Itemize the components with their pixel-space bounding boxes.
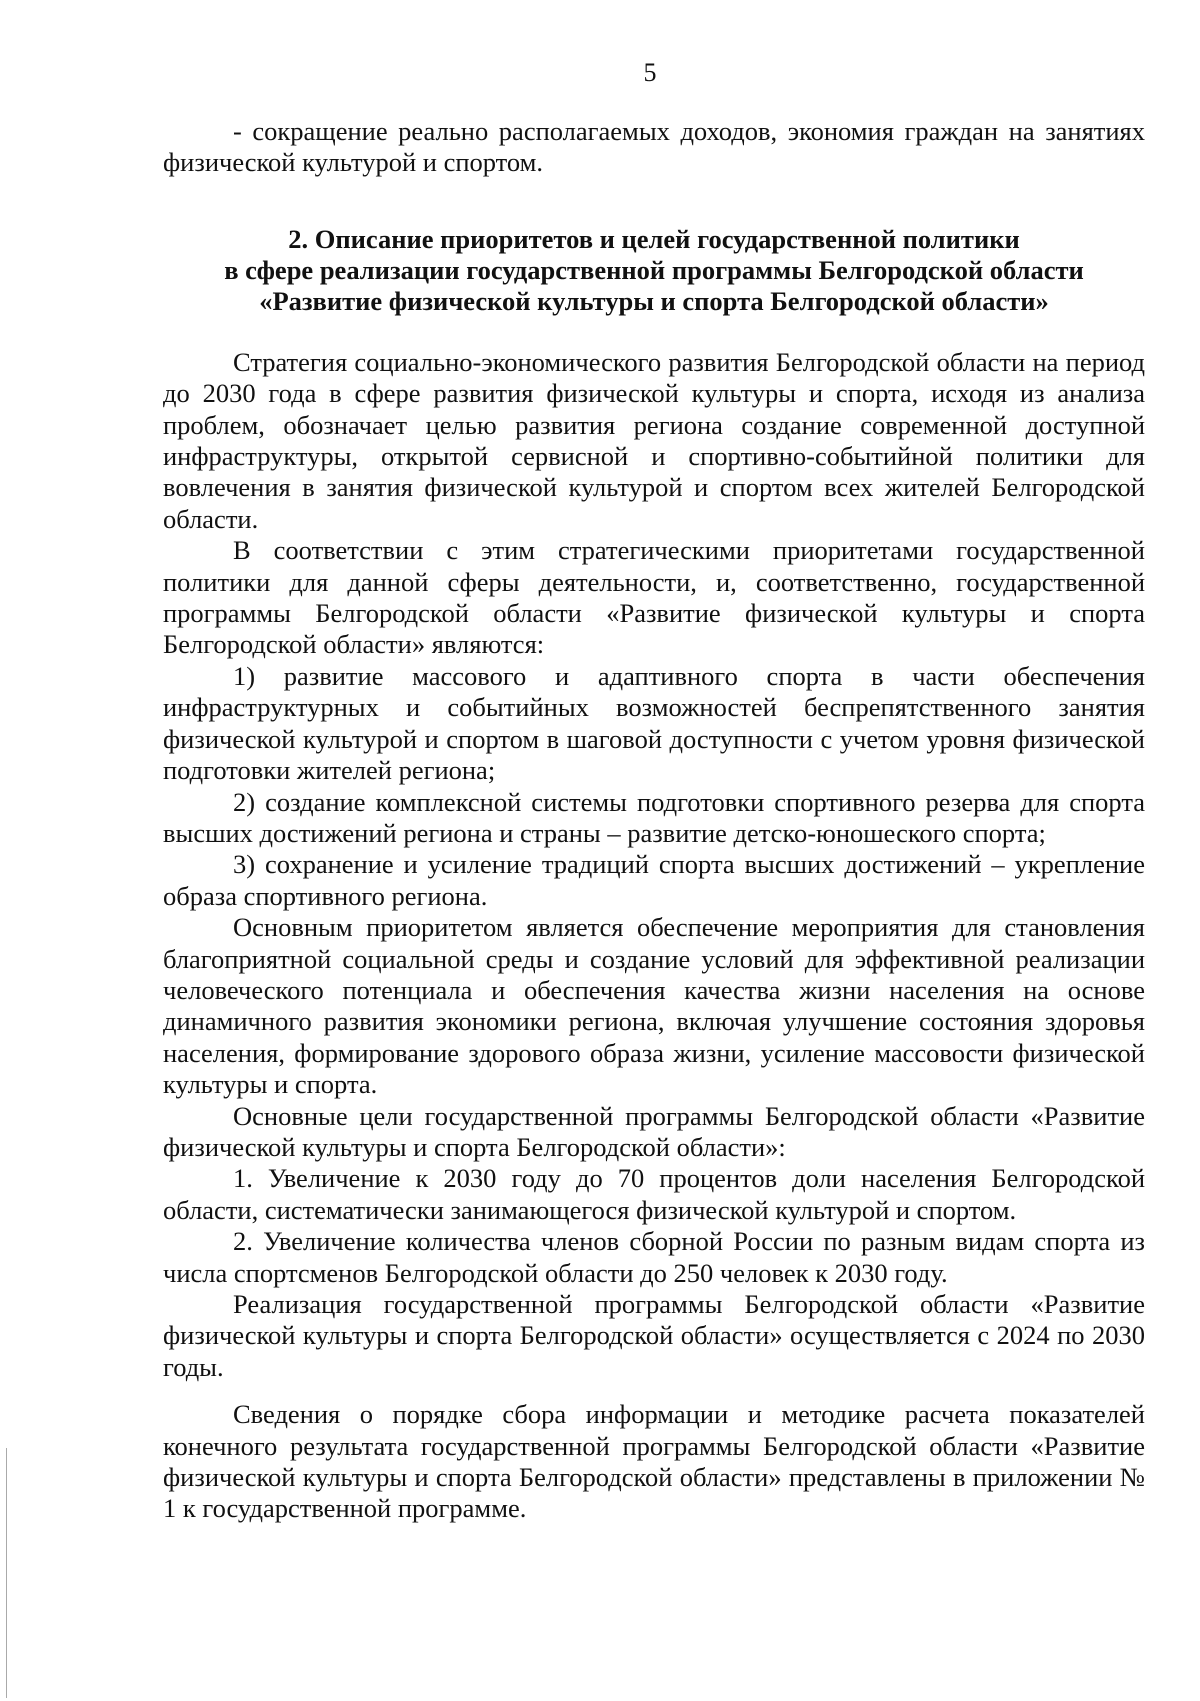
goal-item-1: 1. Увеличение к 2030 году до 70 процентов доли населения Белгородской области, систематически занимающегося физической культурой и спортом. bbox=[163, 1163, 1145, 1225]
section-title-line-3: «Развитие физической культуры и спорта Белгородской области» bbox=[259, 285, 1049, 316]
goal-item-2: 2. Увеличение количества членов сборной России по разным видам спорта из числа спортсменов Белгородской области до 250 человек к 2030 году. bbox=[163, 1226, 1145, 1288]
paragraph-goals-intro: Основные цели государственной программы Белгородской области «Развитие физической культуры и спорта Белгородской области»: bbox=[163, 1100, 1145, 1162]
priority-item-1: 1) развитие массового и адаптивного спорта в части обеспечения инфраструктурных и событийных возможностей беспрепятственного занятия физической культурой и спортом в шаговой доступности с учетом уровня физической подготовки жителей региона; bbox=[163, 660, 1145, 786]
paragraph-implementation: Реализация государственной программы Белгородской области «Развитие физической культуры и спорта Белгородской области» осуществляется с 2024 по 2030 годы. bbox=[163, 1289, 1145, 1382]
section-title-line-1: 2. Описание приоритетов и целей государственной политики bbox=[288, 223, 1020, 254]
paragraph-strategy: Стратегия социально-экономического развития Белгородской области на период до 2030 года в сфере развития физической культуры и спорта, исходя из анализа проблем, обозначает целью развития региона создание современной доступной инфраструктуры, открытой сервисной и спортивно-событийной политики для вовлечения в занятия физической культурой и спортом всех жителей Белгородской области. bbox=[163, 346, 1145, 534]
priority-item-2: 2) создание комплексной системы подготовки спортивного резерва для спорта высших достижений региона и страны – развитие детско-юношеского спорта; bbox=[163, 786, 1145, 848]
paragraph-main-priority: Основным приоритетом является обеспечение мероприятия для становления благоприятной социальной среды и создание условий для эффективной реализации человеческого потенциала и обеспечения качества жизни населения на основе динамичного развития экономики региона, включая улучшение состояния здоровья населения, формирование здорового образа жизни, усиление массовости физической культуры и спорта. bbox=[163, 912, 1145, 1100]
document-body bbox=[163, 116, 1145, 1525]
priority-item-3: 3) сохранение и усиление традиций спорта высших достижений – укрепление образа спортивного региона. bbox=[163, 849, 1145, 911]
section-heading bbox=[163, 224, 1145, 317]
scan-edge-line bbox=[6, 1448, 7, 1698]
paragraph-priorities-intro: В соответствии с этим стратегическими приоритетами государственной политики для данной сферы деятельности, и, соответственно, государственной программы Белгородской области «Развитие физической культуры и спорта Белгородской области» являются: bbox=[163, 535, 1145, 660]
intro-list-item: - сокращение реально располагаемых доходов, экономия граждан на занятиях физической культурой и спортом. bbox=[163, 116, 1145, 178]
paragraph-methodology: Сведения о порядке сбора информации и методике расчета показателей конечного результата государственной программы Белгородской области «Развитие физической культуры и спорта Белгородской области» представлены в приложении № 1 к государственной программе. bbox=[163, 1399, 1145, 1524]
page-number: 5 bbox=[643, 58, 657, 87]
section-title-line-2: в сфере реализации государственной программы Белгородской области bbox=[224, 254, 1084, 285]
